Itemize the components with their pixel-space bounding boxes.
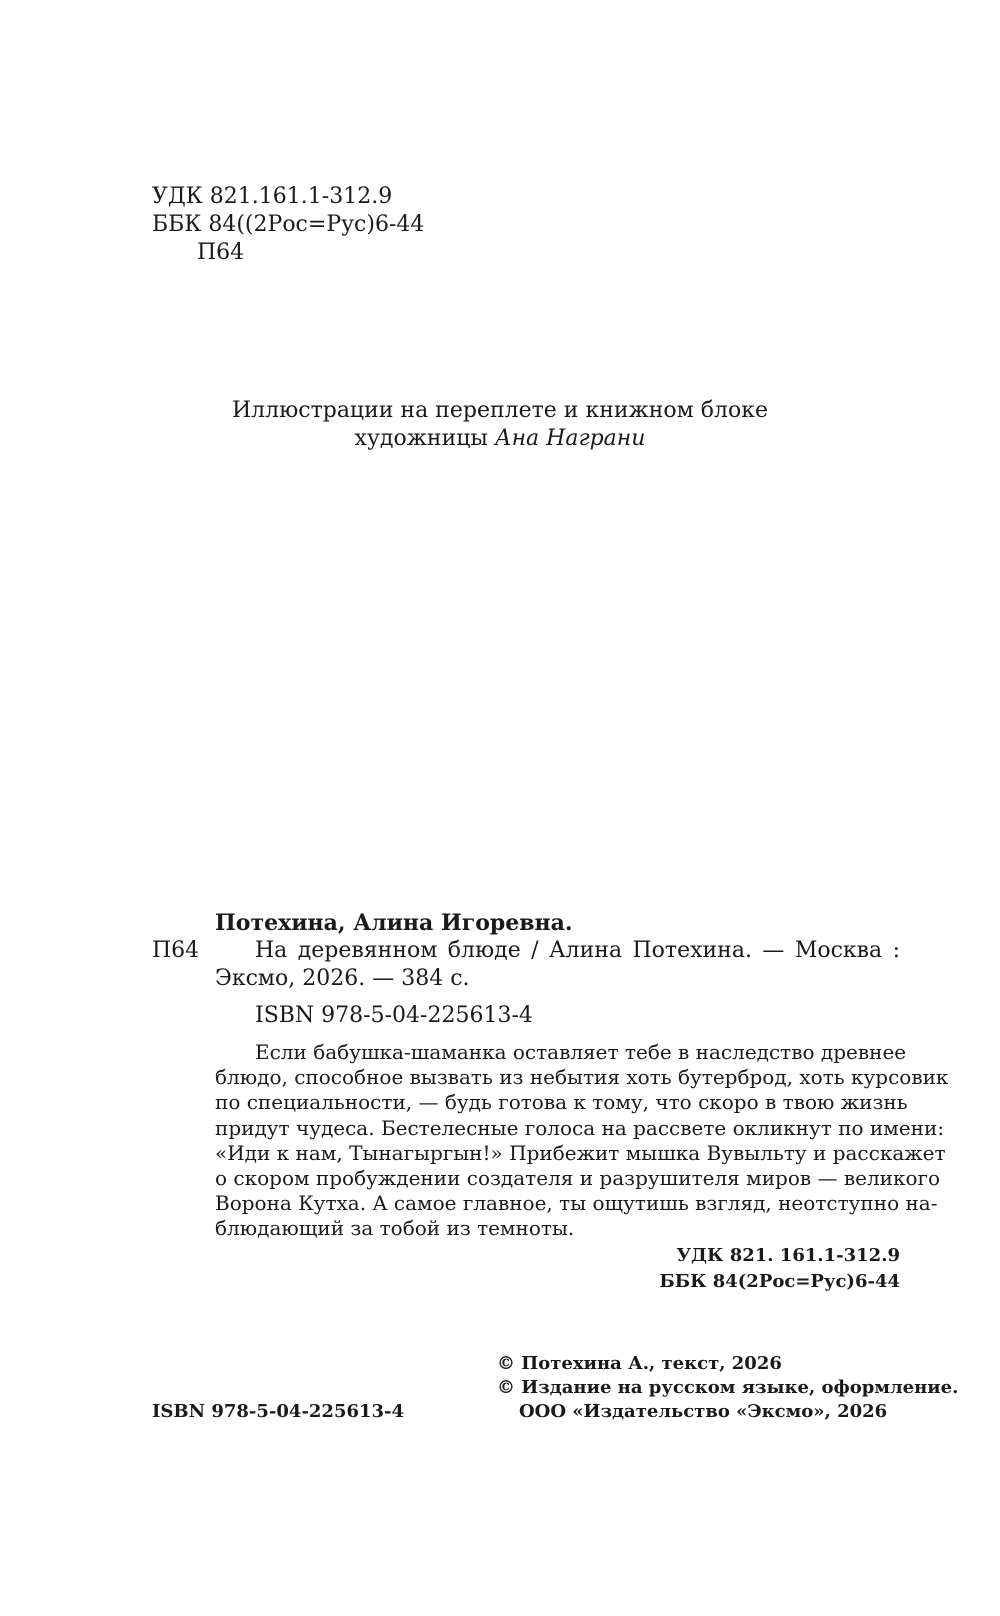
annotation: [215, 1040, 949, 1242]
credit-line-2: [0, 425, 1000, 453]
annotation-line: блюдающий за тобой из темноты.: [215, 1216, 575, 1241]
record-isbn: ISBN 978-5-04-225613-4: [255, 1003, 533, 1028]
isbn-footer: ISBN 978-5-04-225613-4: [152, 1401, 405, 1422]
record-author: Потехина, Алина Игоревна.: [215, 910, 573, 936]
record-author-mark: П64: [152, 938, 200, 963]
record-title-line-1: На деревянном блюде / Алина Потехина. — Москва :: [255, 938, 900, 963]
annotation-line: Если бабушка-шаманка оставляет тебе в наследство древнее: [255, 1040, 907, 1064]
illustration-credit: [0, 397, 1000, 453]
annotation-line: по специальности, — будь готова к тому, что скоро в твою жизнь: [215, 1090, 908, 1115]
annotation-line: блюдо, способное вызвать из небытия хоть бутерброд, хоть курсовик: [215, 1065, 949, 1090]
udk-code: УДК 821.161.1-312.9: [152, 184, 393, 209]
udk-code-right: УДК 821. 161.1-312.9: [676, 1245, 900, 1266]
annotation-line: «Иди к нам, Тынагыргын!» Прибежит мышка Вувыльту и расскажет: [215, 1140, 946, 1165]
annotation-line: придут чудеса. Бестелесные голоса на рассвете окликнут по имени:: [215, 1115, 945, 1140]
credit-line-1: Иллюстрации на переплете и книжном блоке: [231, 398, 769, 423]
bbk-code: ББК 84((2Рос=Рус)6-44: [152, 212, 425, 237]
record-title-line-2: Эксмо, 2026. — 384 с.: [215, 966, 470, 991]
copyright-line-2: © Издание на русском языке, оформление.: [497, 1377, 959, 1398]
annotation-line: Ворона Кутха. А самое главное, ты ощутишь взгляд, неотступно на-: [215, 1191, 938, 1216]
artist-name: Ана Награни: [494, 426, 646, 451]
annotation-line: о скором пробуждении создателя и разрушителя миров — великого: [215, 1166, 941, 1191]
author-mark: П64: [197, 240, 245, 265]
record-title: [215, 937, 900, 993]
classification-codes: [659, 1243, 900, 1295]
copyright-line-1: © Потехина А., текст, 2026: [497, 1353, 782, 1374]
credit-prefix: художницы: [354, 426, 495, 451]
bbk-code-right: ББК 84(2Рос=Рус)6-44: [659, 1271, 900, 1292]
copyright-block: [497, 1352, 958, 1424]
copyright-line-3: ООО «Издательство «Эксмо», 2026: [519, 1401, 888, 1422]
